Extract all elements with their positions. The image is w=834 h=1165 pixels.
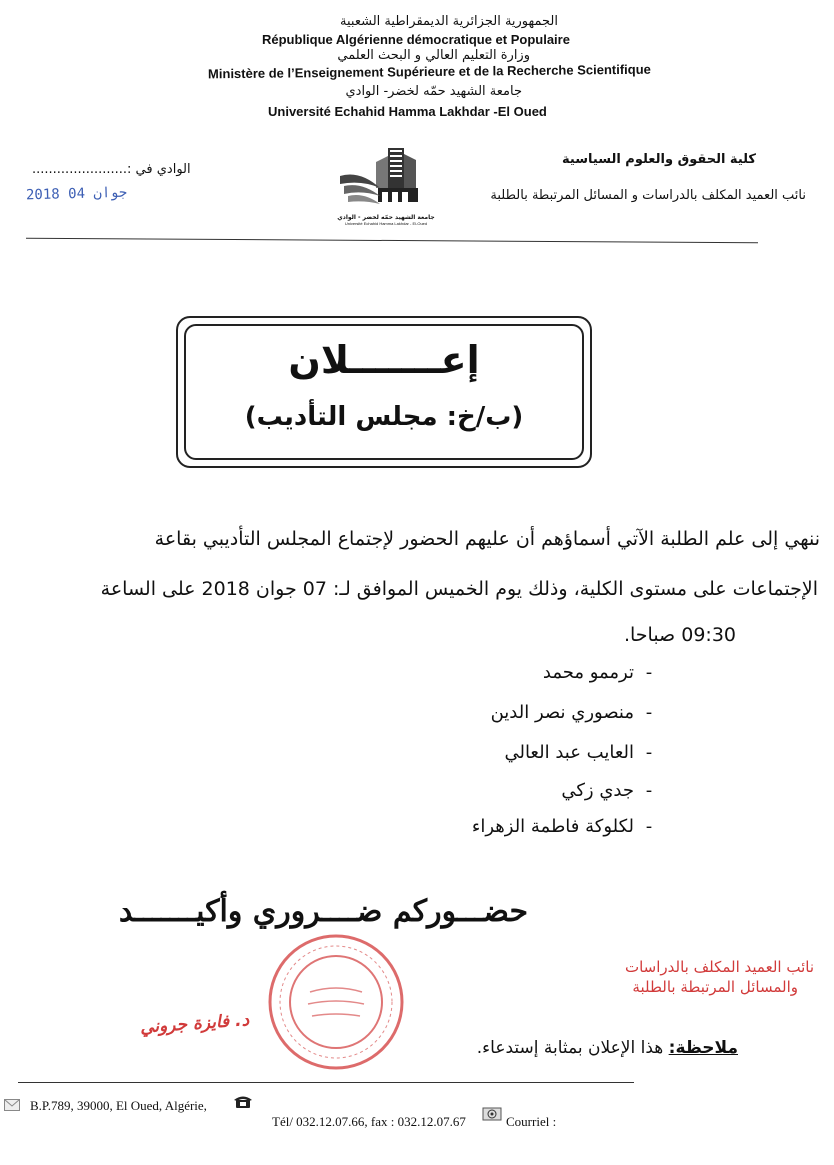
announcement-title: إعـــــــلان [288,338,480,382]
student-name: العايب عبد العالي [504,742,634,763]
faculty-name: كلية الحقوق والعلوم السياسية [562,152,756,167]
bullet-dash: - [645,742,653,763]
bullet-dash: - [645,702,653,723]
student-name: جدي زكي [561,780,634,801]
vice-dean-office: نائب العميد المكلف بالدراسات و المسائل المرتبطة بالطلبة [490,188,806,203]
note-label: ملاحظة: [668,1038,738,1058]
logo-caption-ar: جامعة الشهيد حمّه لخضر - الوادي [337,214,435,221]
student-item [504,742,664,763]
announcement-box [176,316,592,468]
footer-phone-fax: Tél/ 032.12.07.66, fax : 032.12.07.67 [272,1114,466,1129]
body-line-1: ننهي إلى علم الطلبة الآتي أسماؤهم أن عليهم الحضور لإجتماع المجلس التأديبي بقاعة [154,528,820,550]
stamp-seal-icon [266,932,406,1072]
date-stamp: 2018 جوان 04 [25,184,128,204]
student-item [472,816,664,837]
attendance-required: حضـــوركم ضــــروري وأكيـــــــد [118,894,528,929]
note-text: هذا الإعلان بمثابة إستدعاء. [476,1038,669,1058]
signature-name: د. فايزة جروني [139,1010,250,1038]
ministry-fr: Ministère de l’Enseignement Supérieure et de la Recherche Scientifique [207,61,651,82]
ministry-ar: وزارة التعليم العالي و البحث العلمي [337,48,530,63]
footer-email: Courriel : [506,1114,557,1129]
university-fr: Université Echahid Hamma Lakhdar -El Oued [268,104,547,119]
university-logo-icon [336,140,436,210]
university-logo [336,140,436,224]
republic-fr: République Algérienne démocratique et Populaire [262,32,570,47]
republic-ar: الجمهورية الجزائرية الديمقراطية الشعبية [340,14,558,29]
mail-icon [4,1096,20,1115]
logo-caption-fr: Université Echahid Hamma Lakhdar - El-Oued [344,221,428,226]
student-name: ترممو محمد [542,662,634,683]
footer-address: B.P.789, 39000, El Oued, Algérie, [30,1098,207,1113]
student-item [491,702,664,723]
announcement-subtitle: (ب/خ: مجلس التأديب) [244,402,524,432]
official-stamp [266,932,406,1072]
place-date-label: الوادي في :....................... [32,162,191,177]
body-line-2: الإجتماعات على مستوى الكلية، وذلك يوم الخميس الموافق لـ: 07 جوان 2018 على الساعة [100,578,818,600]
phone-icon [234,1094,252,1113]
email-icon [482,1106,502,1125]
student-item [543,662,664,683]
university-ar: جامعة الشهيد حمّه لخضر- الوادي [345,84,522,99]
header-divider [26,238,758,243]
signature-title-line-1: نائب العميد المكلف بالدراسات [624,958,814,976]
footer-divider [18,1082,634,1083]
bullet-dash: - [645,816,653,837]
bullet-dash: - [645,780,653,801]
note-line [477,1038,738,1058]
signature-title-line-2: والمسائل المرتبطة بالطلبة [632,978,798,996]
bullet-dash: - [645,662,653,683]
student-item [561,780,664,801]
body-line-3: 09:30 صباحا. [623,624,736,646]
student-name: لكلوكة فاطمة الزهراء [471,816,634,837]
student-name: منصوري نصر الدين [490,702,634,723]
